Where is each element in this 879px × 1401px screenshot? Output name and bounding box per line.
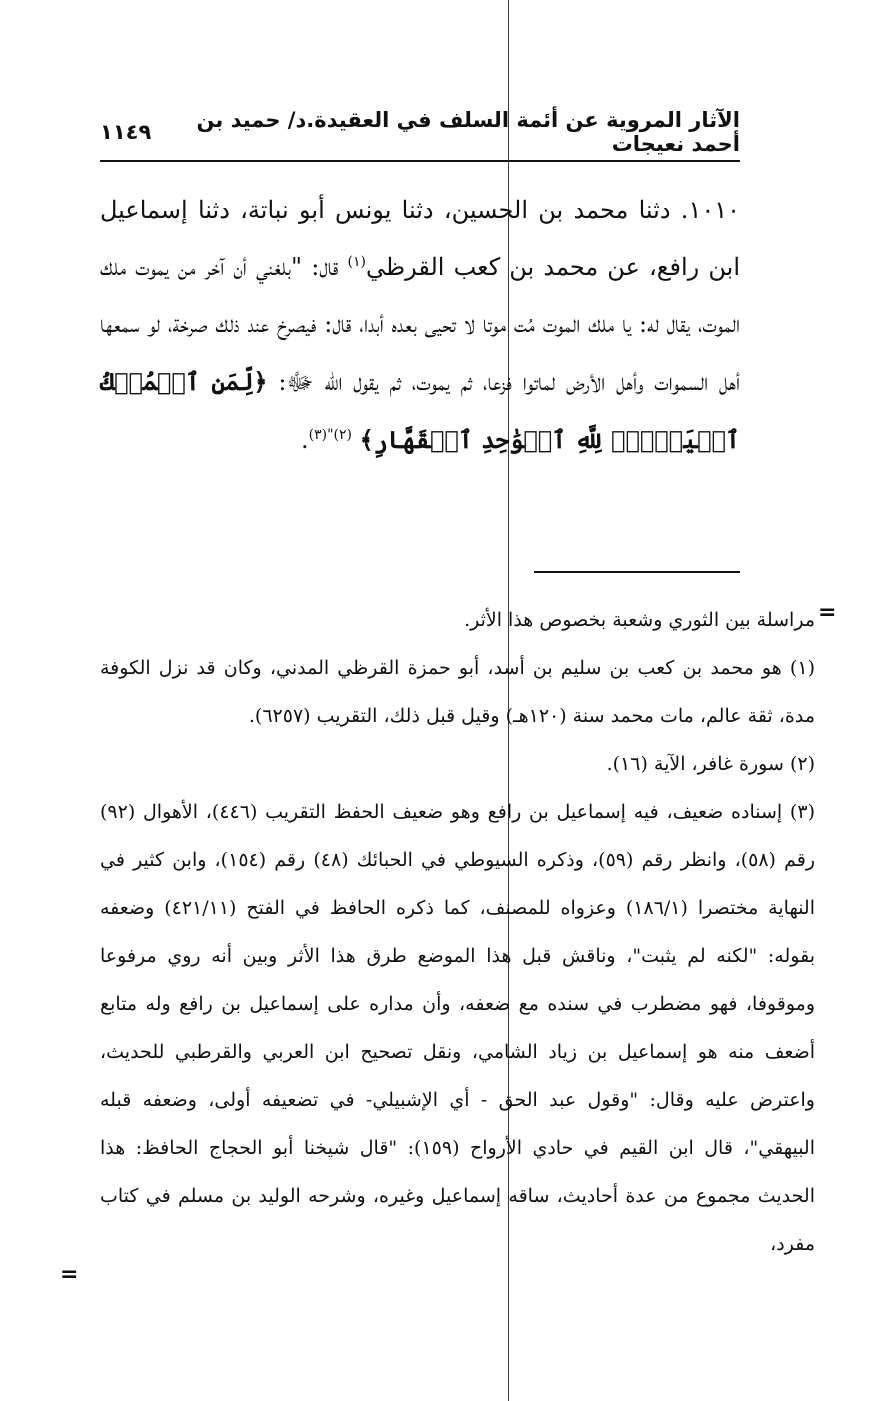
footnote-ref-1: (١) xyxy=(347,254,366,270)
footnote-2-label: (٢) xyxy=(789,753,815,775)
paragraph-mid: قال: "بلغني أن آخر من يموت ملك الموت، يقال له: يا ملك الموت مُت موتا لا تحيى بعده أبدا، قال: فيصرخ عند ذلك صرخة، لو سمعها أهل السموات وأهل الأرض لماتوا فزعا، ثم يموت، ثم يقول الله ﷻ: xyxy=(100,253,740,396)
header-title: الآثار المروية عن أئمة السلف في العقيدة.د/ حميد بن أحمد نعيجات xyxy=(196,108,740,156)
footnote-2 xyxy=(100,740,815,788)
footnote-1 xyxy=(100,644,815,740)
header-rule xyxy=(100,160,740,162)
running-header xyxy=(100,108,740,156)
continuation-marker-top: = xyxy=(818,600,837,625)
quote-close: " xyxy=(327,427,334,443)
paragraph-period: . xyxy=(300,426,309,454)
footnote-2-text: سورة غافر، الآية (١٦). xyxy=(606,753,784,775)
footnote-separator xyxy=(534,571,740,573)
footnote-1-text: هو محمد بن كعب بن سليم بن أسد، أبو حمزة القرظي المدني، وكان قد نزل الكوفة مدة، ثقة عالم، مات محمد سنة (١٢٠هـ) وقيل قبل ذلك، التقريب (٦٢٥٧). xyxy=(100,657,815,727)
footnote-continued-text: مراسلة بين الثوري وشعبة بخصوص هذا الأثر. xyxy=(464,609,815,631)
quran-verse: ﴿لِّمَنِ ٱلۡمُلۡكُ ٱلۡيَوۡمَۖ لِلَّهِ ٱلۡوَٰحِدِ ٱلۡقَهَّارِ﴾ xyxy=(100,367,740,454)
footnote-3-label: (٣) xyxy=(789,801,815,823)
page-number: ١١٤٩ xyxy=(100,120,152,144)
footnotes xyxy=(100,596,815,1268)
continuation-marker-bottom: = xyxy=(60,1262,79,1287)
footnote-1-label: (١) xyxy=(789,657,815,679)
footnote-3 xyxy=(100,788,815,1268)
athar-paragraph xyxy=(100,182,740,469)
footnote-continued xyxy=(100,596,815,644)
paragraph-start: ١٠١٠. دثنا محمد بن الحسين، دثنا يونس أبو نباتة، دثنا إسماعيل ابن رافع، عن محمد بن كعب القرظي xyxy=(100,196,740,281)
main-text xyxy=(100,182,740,469)
footnote-3-text: إسناده ضعيف، فيه إسماعيل بن رافع وهو ضعيف الحفظ التقريب (٤٤٦)، الأهوال (٩٢) رقم (٥٨)، وانظر رقم (٥٩)، وذكره السيوطي في الحبائك (٤٨) رقم (١٥٤)، وابن كثير في النهاية مختصرا (١٨٦/١) وعزواه للمصنف، كما ذكره الحافظ في الفتح (٤٢١/١١) وضعفه بقوله: "لكنه لم يثبت"، وناقش قبل هذا الموضع طرق هذا الأثر وبين أنه روي مرفوعا وموقوفا، فهو مضطرب في سنده مع ضعفه، وأن مداره على إسماعيل بن رافع وله متابع أضعف منه هو إسماعيل بن زياد الشامي، ونقل تصحيح ابن العربي والقرطبي للحديث، واعترض عليه وقال: "وقول عبد الحق - أي الإشبيلي- في تضعيفه أولى، وضعفه قبله البيهقي"، قال ابن القيم في حادي الأرواح (١٥٩): "قال شيخنا أبو الحجاج الحافظ: هذا الحديث مجموع من عدة أحاديث، ساقه إسماعيل وغيره، وشرحه الوليد بن مسلم في كتاب مفرد، xyxy=(100,801,816,1255)
footnote-ref-3: (٣) xyxy=(308,427,328,443)
footnote-ref-2: (٢) xyxy=(333,427,352,443)
